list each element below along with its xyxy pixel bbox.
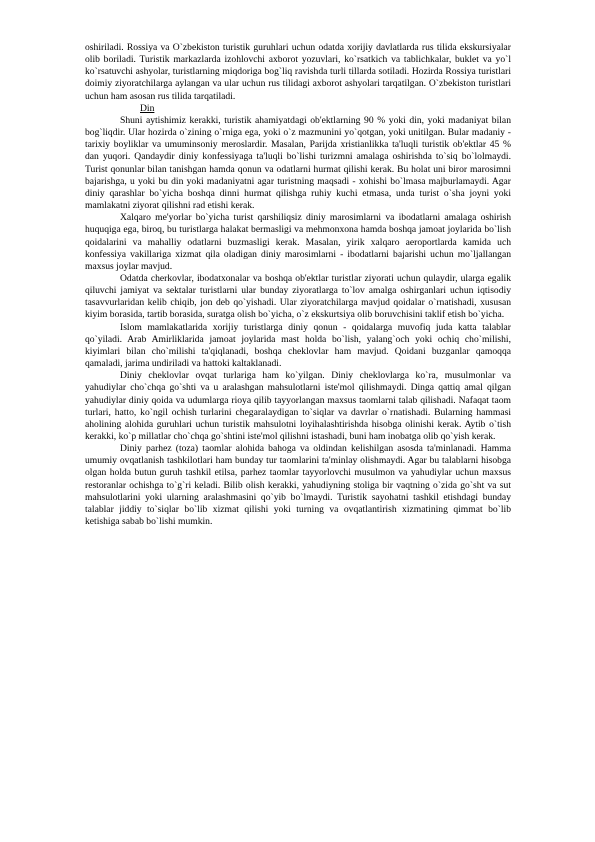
document-body bbox=[85, 42, 511, 528]
paragraph-5: Diniy cheklovlar ovqat turlariga ham ko`yilgan. Diniy cheklovlarga ko`ra, musulmonlar va yahudiylar cho`chqa go`shti va u aralashgan mahsulotlarni iste'mol qilishmaydi. Dinga qattiq amal qilgan yahudiylar diniy qoida va udumlarga rioya qilib tayyorlangan maxsus taomlarni talab qilishadi. Nafaqat taom turlari, hatto, ko`ngil ochish turlarini chegaralaydigan to`siqlar va davrlar o`rnatishadi. Bularning hammasi aholining alohida guruhlari uchun turistik mahsulotni loyihalashtirishda hisobga olinishi kerak. Aytib o`tish kerakki, ko`p millatlar cho`chqa go`shtini iste'mol qilishni istashadi, buni ham inobatga olib qo`yish kerak. bbox=[85, 370, 511, 442]
section-heading: Din bbox=[140, 102, 155, 114]
paragraph-3: Odatda cherkovlar, ibodatxonalar va boshqa ob'ektlar turistlar ziyorati uchun qulaydir, ularga egalik qiluvchi jamiyat va sektalar turistlarni ular bunday ziyoratlarga to`lov amalga oshirganlari uchun iqtisodiy tasavvurlaridan kelib chiqib, jon deb qo`yishadi. Ular ziyoratchilarga mavjud qoidalar o`rnatishadi, xususan kiyim borasida, tartib borasida, suratga olish bo`yicha, o`z ekskurtsiya olib boruvchisini taklif etish bo`yicha. bbox=[85, 272, 511, 321]
intro-paragraph: oshiriladi. Rossiya va O`zbekiston turistik guruhlari uchun odatda xorijiy davlatlarda rus tilida ekskursiyalar olib boriladi. Turistik markazlarda izohlovchi axborot yozuvlari, ko`rsatkich va tablichkalar, buklet va yo`l ko`rsatuvchi ashyolar, turistlarning miqdoriga bog`liq ravishda turli tillarda sotiladi. Hozirda Rossiya turistlari doimiy ziyoratchilarga aylangan va ular uchun rus tilidagi axborot ashyolari tarqatilgan. O`zbekiston turistlari uchun ham asosan rus tilida tarqatiladi. bbox=[85, 42, 511, 102]
paragraph-1: Shuni aytishimiz kerakki, turistik ahamiyatdagi ob'ektlarning 90 % yoki din, yoki madaniyat bilan bog`liqdir. Ular hozirda o`zining o`rniga ega, yoki o`z mazmunini yo`qotgan, yoki unitilgan. Bular madaniy - tarixiy boyliklar va umuminsoniy meroslardir. Masalan, Parijda xristianlikka ta'luqli turistik ob'ektlar 45 % dan yuqori. Qandaydir diniy konfessiyaga ta'luqli bo`lishi turizmni amalaga oshirishda to`siq bo`lolmaydi. Turist qonunlar bilan tanishgan hamda qonun va odatlarni hurmat qilishi kerak. Bu holat uni biror marosimni bajarishga, u yoki bu din yoki madaniyatni agar turistning maqsadi - xohishi bo`lmasa majburlamaydi. Agar diniy qarashlar bo`yicha boshqa dinni hurmat qilishga ruhiy kuchi etmasa, unda turist o`sha joyni yoki mamlakatni ziyorat qilishni rad etishi kerak. bbox=[85, 114, 511, 212]
paragraph-2: Xalqaro me'yorlar bo`yicha turist qarshiliqsiz diniy marosimlarni va ibodatlarni amalaga oshirish huquqiga ega, biroq, bu turistlarga halakat bermasligi va mehmonxona hamda boshqa jamoat joylarida bo`lish qoidalarini va mahalliy odatlarni buzmasligi kerak. Masalan, yirik xalqaro aeroportlarda kamida uch konfessiya vakillariga xizmat qila oladigan diniy marosimlarni - ibodatlarni bajarishi uchun mo`ljallangan maxsus joylar mavjud. bbox=[85, 212, 511, 272]
paragraph-4: Islom mamlakatlarida xorijiy turistlarga diniy qonun - qoidalarga muvofiq juda katta talablar qo`yiladi. Arab Amirliklarida jamoat joylarida mast holda bo`lish, yalang`och yoki ochiq cho`milishi, kiyimlari bilan cho`milishi ta'qiqlanadi, boshqa cheklovlar ham mavjud. Qoidani buzganlar qamoqqa qamaladi, jarima undiriladi va hattoki kaltaklanadi. bbox=[85, 321, 511, 370]
paragraph-6: Diniy parhez (toza) taomlar alohida bahoga va oldindan kelishilgan asosda ta'minlanadi. Hamma umumiy ovqatlanish tashkilotlari ham bunday tur taomlarini ta'minlay olishmaydi. Agar bu talablarni hisobga olgan holda butun guruh tashkil etilsa, parhez taomlar tayyorlovchi musulmon va yahudiylar uchun maxsus restoranlar ochishga to`g`ri keladi. Bilib olish kerakki, yahudiyning stoliga bir vaqtning o`zida go`sht va sut mahsulotlarini yoki ularning aralashmasini qo`yib bo`lmaydi. Turistik sayohatni tashkil etishdagi bunday talablar jiddiy to`siqlar bo`lib xizmat qilishi yoki turning va ovqatlantirish xizmatining qimmat bo`lib ketishiga sabab bo`lishi mumkin. bbox=[85, 443, 511, 528]
